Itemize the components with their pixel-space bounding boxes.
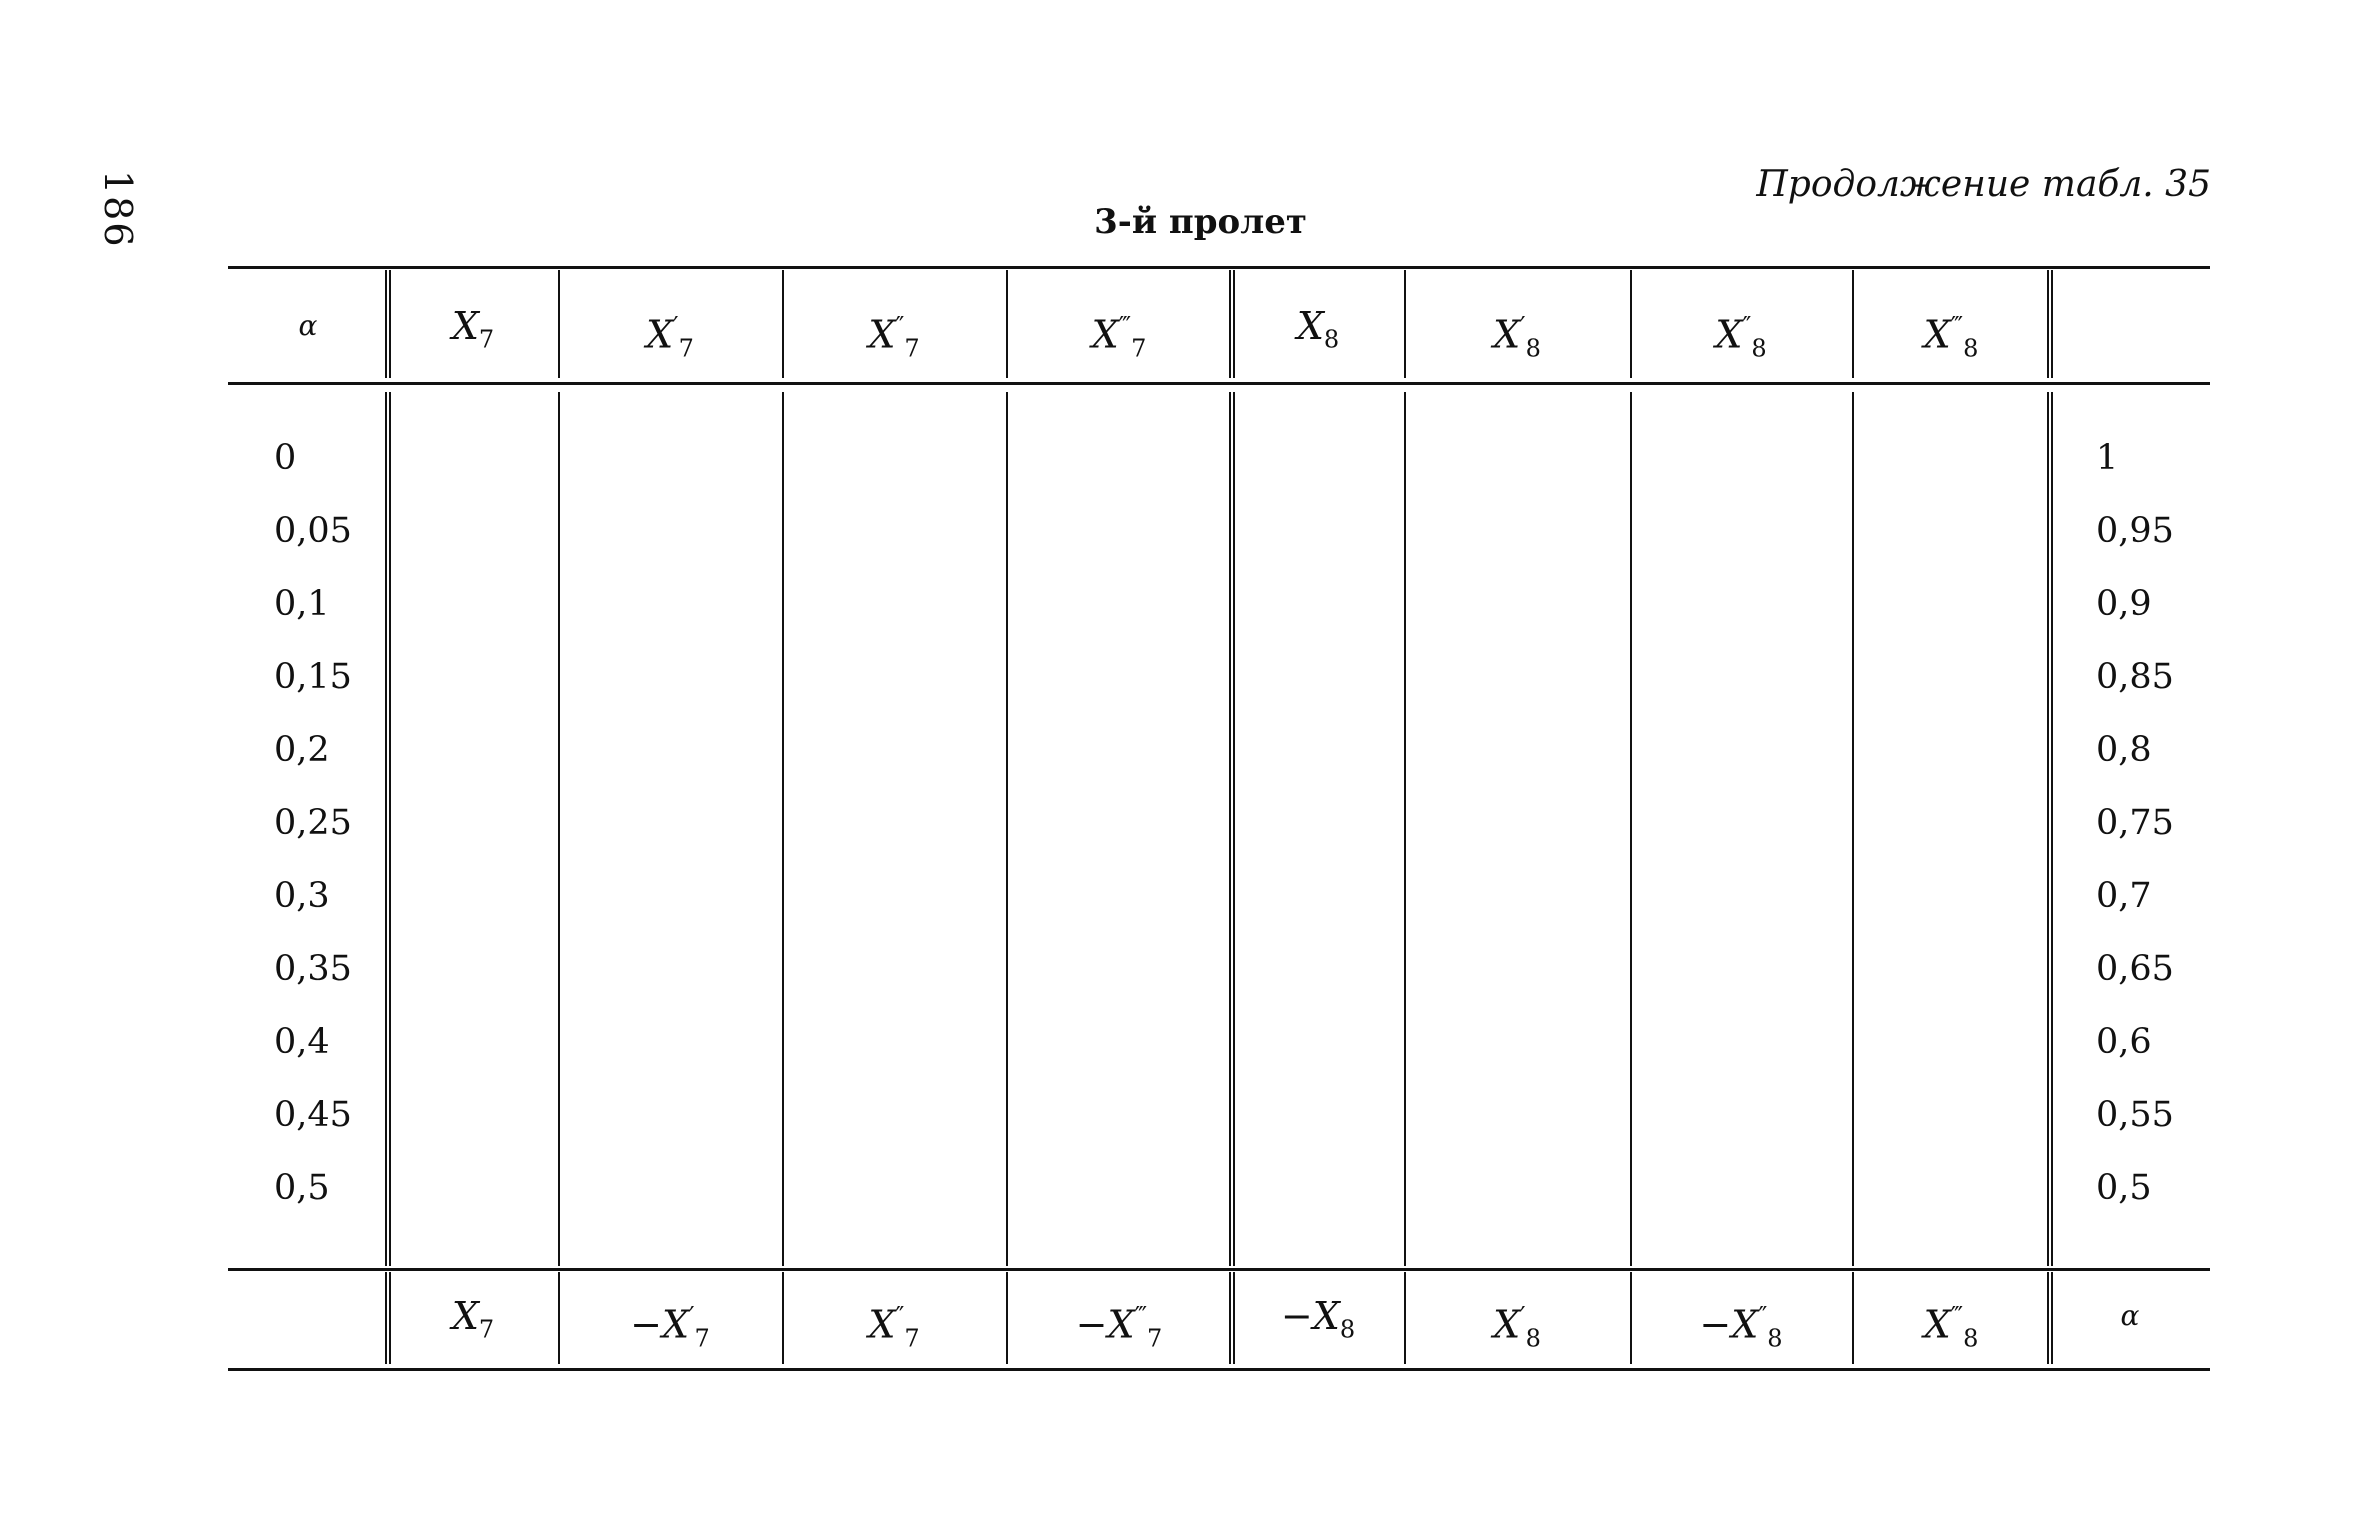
bottom-header-6: $X'_8$ [1493,1302,1541,1353]
body-double-divider [1229,392,1235,1266]
table-cell: 0 [274,438,297,478]
bottom-header-1: $X_7$ [451,1294,495,1344]
bottom-header-3: $X''_7$ [868,1302,920,1353]
body-divider [1630,392,1632,1266]
table-cell: 0,25 [274,803,352,843]
top-header-1: $X_7$ [451,304,495,354]
top-header-7: $X''_8$ [1715,312,1767,363]
table-cell: 0,95 [2096,511,2174,551]
span-title: 3-й пролет [1094,202,1307,242]
body-divider [558,392,560,1266]
body-divider [1006,392,1008,1266]
continuation-label: Продолжение табл. 35 [1756,164,2211,205]
table-cell: 0,9 [2096,584,2152,624]
table-cell: 0,3 [274,876,330,916]
header-rule [228,382,2210,385]
bottom-header-8: $X^‴_8$ [1923,1302,1979,1353]
body-divider [1404,392,1406,1266]
top-header-8: $X^‴_8$ [1923,312,1979,363]
table-cell: 0,15 [274,657,352,697]
bottom-rule [228,1368,2210,1371]
top-header-6: $X'_8$ [1493,312,1541,363]
table-cell: 1 [2096,438,2119,478]
table-cell: 0,55 [2096,1095,2174,1135]
table-cell: 0,4 [274,1022,330,1062]
table-cell: 0,7 [2096,876,2152,916]
bottom-header-2: $-X'_7$ [630,1302,710,1353]
top-header-0: α [298,309,318,342]
top-rule [228,266,2210,269]
bottom-header-4: $-X^‴_7$ [1075,1302,1163,1353]
footer-top-rule [228,1268,2210,1271]
body-divider [1852,392,1854,1266]
body-double-divider [2047,392,2053,1266]
table-cell: 0,65 [2096,949,2174,989]
body-divider [782,392,784,1266]
table-cell: 0,8 [2096,730,2152,770]
table-cell: 0,35 [274,949,352,989]
bottom-header-7: $-X''_8$ [1699,1302,1783,1353]
table-cell: 0,85 [2096,657,2174,697]
top-header-4: $X^‴_7$ [1091,312,1147,363]
table-cell: 0,05 [274,511,352,551]
table-cell: 0,75 [2096,803,2174,843]
top-header-2: $X'_7$ [646,312,694,363]
body-double-divider [385,392,391,1266]
top-header-5: $X_8$ [1296,304,1340,354]
page-number: 186 [96,170,140,249]
table-cell: 0,5 [274,1168,330,1208]
bottom-header-5: $-X_8$ [1280,1294,1356,1344]
table-cell: 0,5 [2096,1168,2152,1208]
table-cell: 0,6 [2096,1022,2152,1062]
table-cell: 0,2 [274,730,330,770]
table-cell: 0,45 [274,1095,352,1135]
bottom-header-9: α [2120,1299,2140,1332]
top-header-3: $X''_7$ [868,312,920,363]
table-cell: 0,1 [274,584,330,624]
